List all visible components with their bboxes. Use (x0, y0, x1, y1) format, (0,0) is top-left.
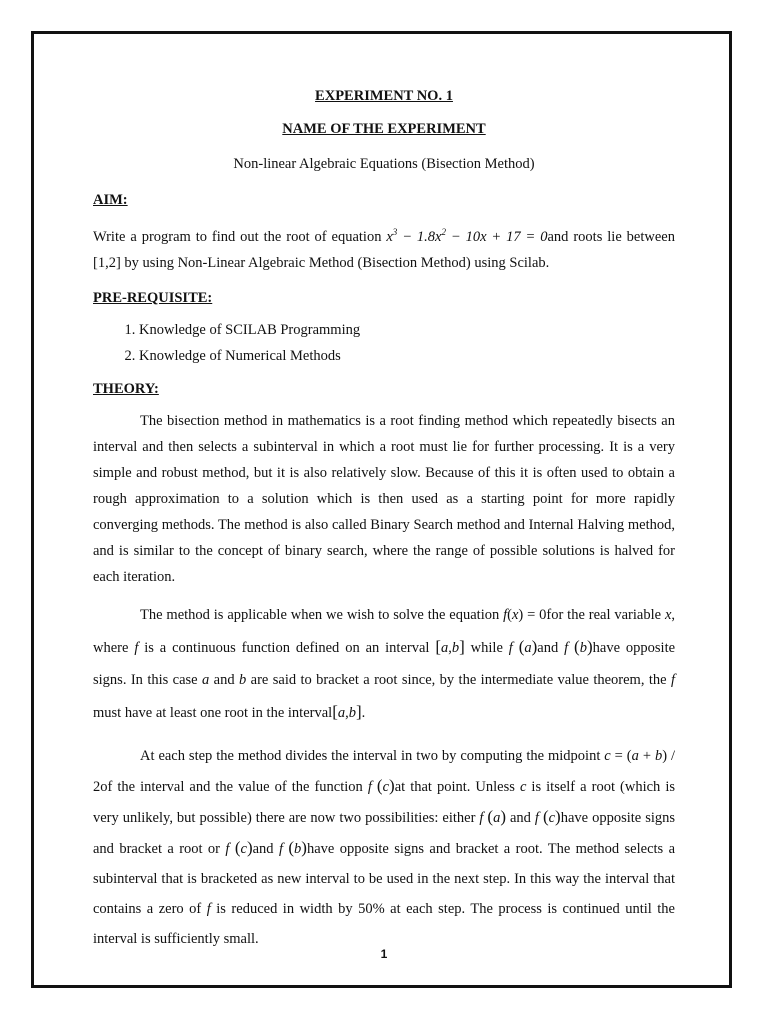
theory-paragraph-2: The method is applicable when we wish to solve the equation f(x) = 0for the real variable x, where f is a continuous function defined on an interval [a,b] while f (a)and f (b)have opposite signs. In this case a and b are said to bracket a root since, by the intermediate value theorem, the f must have at least one root in the interval[a,b]. (93, 606, 676, 721)
theory-paragraph-1: The bisection method in mathematics is a root finding method which repeatedly bisects an interval and then selects a subinterval in which a root must lie for further processing. It is a very simple and robust method, but it is also relatively slow. Because of this it is often used to obtain a rough approximation to a solution which is then used as a starting point for more rapidly converging methods. The method is also called Binary Search method and Internal Halving method, and is similar to the concept of binary search, where the range of possible solutions is halved for each iteration. (93, 412, 675, 585)
p3-text: at that point. Unless (394, 778, 520, 795)
prereq-list (93, 317, 675, 369)
p2-text: , where (93, 606, 675, 656)
prereq-heading: PRE-REQUISITE: (93, 289, 213, 306)
p2-text: while (464, 639, 509, 656)
page-number: 1 (380, 947, 388, 961)
p2-text: is a continuous function defined on an interval (138, 639, 436, 656)
p3-text: is reduced in width by 50% at each step. The process is continued until the interval is sufficiently small. (93, 900, 675, 947)
p2-text: and (537, 639, 565, 656)
p3-text: have opposite signs and bracket a root. The method selects a subinterval that is bracketed as new interval to be used in the next step. In this way the interval that contains a zero of (93, 840, 676, 917)
theory-paragraph-3: At each step the method divides the interval in two by computing the midpoint c = (a + b) / 2of the interval and the value of the function f (c)at that point. Unless c is itself a root (which is very unlikely, but possible) there are now two possibilities: either f (a) and f (c)have opposite signs and bracket a root or f (c)and f (b)have opposite signs and bracket a root. The method selects a subinterval that is bracketed as new interval to be used in the next step. In this way the interval that contains a zero of f is reduced in width by 50% at each step. The process is continued until the interval is sufficiently small. (93, 747, 676, 947)
aim-text (93, 219, 675, 276)
p3-text: and (252, 840, 279, 857)
document-page (93, 80, 675, 954)
var-x: x (664, 606, 672, 623)
p3-text: of the interval and the value of the function (100, 778, 368, 795)
p3-text: is itself a root (which is very unlikely, but possible) there are now two possibilities: either (93, 778, 675, 826)
experiment-name: Non-linear Algebraic Equations (Bisection Method) (233, 156, 535, 172)
aim-text-after: and roots lie between [1,2] by using Non-Linear Algebraic Method (Bisection Method) using Scilab. (93, 228, 675, 271)
experiment-number: EXPERIMENT NO. 1 (315, 88, 453, 104)
p3-text: and (506, 809, 535, 826)
p2-text: are said to bracket a root since, by the intermediate value theorem, the (246, 671, 671, 688)
p3-text: At each step the method divides the interval in two by computing the midpoint (140, 747, 605, 764)
theory-heading: THEORY: (93, 380, 159, 397)
p2-text: for the real variable (546, 606, 665, 623)
p3-text: have opposite signs and bracket a root or (93, 809, 676, 857)
eq-fx: f (503, 606, 508, 623)
aim-equation: $x^3 - 1.8x^2 - 10x + 17 = 0$ (386, 227, 548, 245)
p2-text: must have at least one root in the interval (93, 704, 333, 721)
p2-text: have opposite signs. In this case (93, 639, 676, 688)
prereq-item: 1. Knowledge of SCILAB Programming (139, 317, 675, 343)
p2-text: The method is applicable when we wish to solve the equation (140, 606, 504, 623)
aim-text-before: Write a program to find out the root of equation (93, 228, 387, 245)
experiment-name-heading: NAME OF THE EXPERIMENT (282, 121, 486, 137)
prereq-item: 2. Knowledge of Numerical Methods (139, 343, 675, 369)
p2-text: and (209, 671, 239, 688)
aim-heading: AIM: (93, 192, 128, 208)
